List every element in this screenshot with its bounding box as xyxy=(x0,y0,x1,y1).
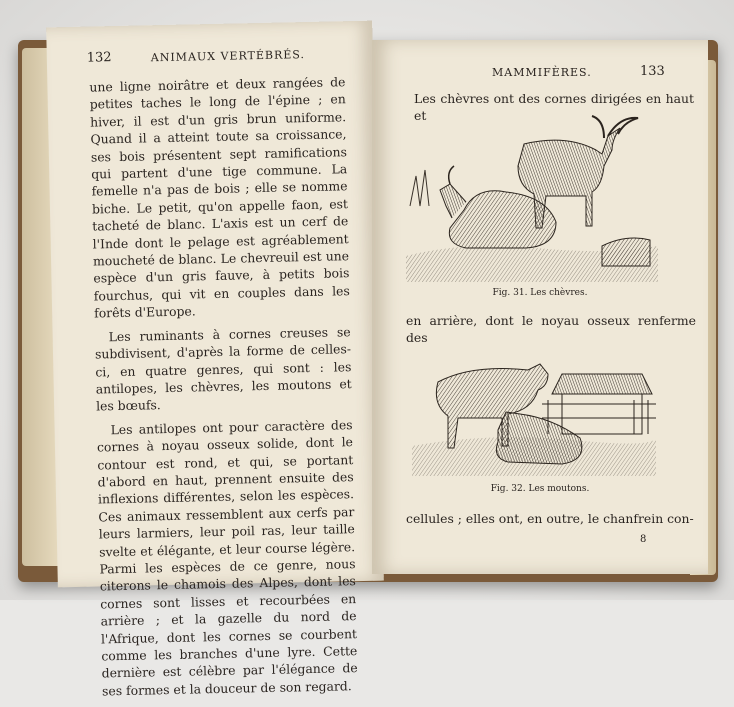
right-page-header: MAMMIFÈRES. xyxy=(492,66,592,79)
left-page-header: ANIMAUX VERTÉBRÉS. xyxy=(150,48,306,65)
left-page xyxy=(46,21,384,699)
left-page-text xyxy=(89,73,358,705)
figure-32-caption: Fig. 32. Les moutons. xyxy=(490,484,590,494)
right-line-bottom: cellules ; elles ont, en outre, le chanfrein con- xyxy=(406,511,694,526)
paragraph: Les antilopes ont pour caractère des cornes à noyau osseux solide, dont le contour est rond, et qui, se portant d'abord en haut, prennent ensuite des inflexions différentes, selon les espèces. Ces animaux ressemblent aux cerfs par leurs larmiers, leur poil ras, leur taille svelte et élégante, et leur course légère. Parmi les espèces de ce genre, nous citerons le chamois des Alpes, dont les cornes sont lisses et recourbées en arrière ; et la gazelle du nord de l'Afrique, dont les cornes se courbent comme les branches d'une lyre. Cette dernière est célèbre par l'élégance de ses formes et la douceur de son regard. xyxy=(96,416,358,699)
goats-engraving xyxy=(406,106,658,282)
figure-31-caption: Fig. 31. Les chèvres. xyxy=(492,288,588,298)
sheep-engraving xyxy=(412,334,656,476)
right-line-middle: en arrière, dont le noyau osseux renferme des xyxy=(406,313,696,346)
printer-signature: 8 xyxy=(640,534,647,545)
paragraph: Les ruminants à cornes creuses se subdivisent, d'après la forme de celles-ci, en quatre genres, qui sont : les antilopes, les chèvres, les moutons et les bœufs. xyxy=(94,323,352,414)
left-page-number: 132 xyxy=(86,50,112,66)
right-line-top: Les chèvres ont des cornes dirigées en haut et xyxy=(414,91,694,124)
paragraph: une ligne noirâtre et deux rangées de petites taches le long de l'épine ; en hiver, il est d'un gris brun uniforme. Quand il a atteint toute sa croissance, ses bois présentent sept ramifications qui partent d'une tige commune. La femelle n'a pas de bois ; elle se nomme biche. Le petit, qu'on appelle faon, est tacheté de blanc. L'axis est un cerf de l'Inde dont le pelage est agréablement moucheté de blanc. Le chevreuil est une espèce d'un gris fauve, à petits bois fourchus, qui vit en couples dans les forêts d'Europe. xyxy=(89,74,350,321)
right-page-number: 133 xyxy=(640,64,665,79)
right-page xyxy=(372,40,708,574)
